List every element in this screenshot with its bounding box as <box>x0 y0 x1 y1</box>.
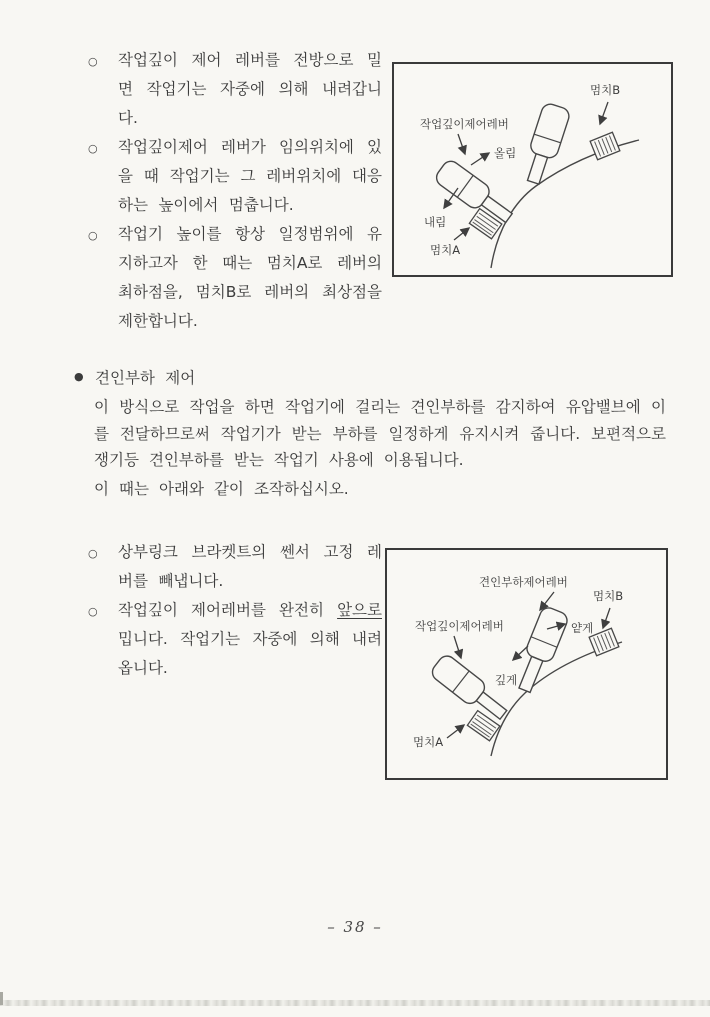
list-item <box>88 133 382 220</box>
section-bullet-marker: ● <box>74 370 84 383</box>
list-item <box>88 538 382 596</box>
arrow-to-traction-lever <box>540 592 554 610</box>
list-item <box>88 46 382 133</box>
label-deep: 깊게 <box>495 673 518 687</box>
scan-artifact-tick <box>0 992 3 1005</box>
bullet-text: 작업깊이 제어 레버를 전방으로 밀면 작업기는 자중에 의해 내려갑니다. <box>118 51 382 127</box>
bullet-text: 상부링크 브라켓트의 쎈서 고정 레버를 빼냅니다. <box>118 543 382 590</box>
label-stop-a: 멈치A <box>413 735 444 749</box>
label-raise: 올림 <box>494 146 517 160</box>
arrow-to-stop-b <box>600 102 608 124</box>
label-shallow: 얕게 <box>571 621 594 635</box>
traction-lever-diagram <box>385 548 668 780</box>
label-depth-lever: 작업깊이제어레버 <box>415 619 504 633</box>
bullet-marker: ○ <box>88 605 98 618</box>
label-stop-a: 멈치A <box>430 243 461 257</box>
bullet-marker: ○ <box>88 547 98 560</box>
arrow-to-stop-a <box>447 725 464 738</box>
raise-direction-arrow <box>471 153 489 165</box>
traction-load-control-lever <box>512 605 570 695</box>
depth-control-bullet-list <box>88 46 382 336</box>
label-stop-b: 멈치B <box>593 589 624 603</box>
traction-lever-diagram-svg <box>387 550 666 778</box>
depth-control-lever <box>429 652 512 725</box>
traction-bullet-list <box>88 538 382 683</box>
lever-guide-curve <box>491 642 622 756</box>
label-stop-b: 멈치B <box>590 83 621 97</box>
list-item <box>88 220 382 336</box>
list-item <box>88 596 382 683</box>
label-traction-lever: 견인부하제어레버 <box>479 575 568 589</box>
section-heading <box>74 366 195 388</box>
deep-direction-arrow <box>513 646 528 660</box>
arrow-to-stop-a <box>454 228 469 240</box>
page-number: – 38 – <box>327 918 383 936</box>
bullet-marker: ○ <box>88 142 98 155</box>
stop-b-block <box>590 132 620 160</box>
label-depth-lever: 작업깊이제어레버 <box>420 117 509 131</box>
bullet-text: 작업깊이제어 레버가 임의위치에 있을 때 작업기는 그 레버위치에 대응하는 높이에서 멈춥니다. <box>118 138 382 214</box>
section-paragraph-2: 이 때는 아래와 같이 조작하십시오. <box>94 480 349 498</box>
section-title: 견인부하 제어 <box>95 369 196 387</box>
bullet-text: 작업기 높이를 항상 일정범위에 유지하고자 한 때는 멈치A로 레버의 최하점을, 멈치B로 레버의 최상점을 제한합니다. <box>118 225 382 330</box>
lever-raised-position <box>520 102 571 187</box>
scan-artifact-band <box>0 1000 710 1006</box>
bullet-marker: ○ <box>88 229 98 242</box>
depth-lever-diagram-svg <box>394 64 671 275</box>
bullet-text-before: 작업깊이 제어레버를 완전히 <box>118 601 338 619</box>
arrow-to-depth-lever <box>458 134 465 154</box>
label-lower: 내림 <box>424 215 447 229</box>
bullet-text <box>118 596 382 683</box>
arrow-to-depth-lever <box>454 636 461 658</box>
arrow-to-stop-b <box>603 608 610 628</box>
bullet-text-after: 밉니다. 작업기는 자중에 의해 내려옵니다. <box>118 630 382 677</box>
bullet-marker: ○ <box>88 55 98 68</box>
underlined-word: 앞으로 <box>337 601 382 619</box>
depth-lever-diagram <box>392 62 673 277</box>
section-paragraph: 이 방식으로 작업을 하면 작업기에 걸리는 견인부하를 감지하여 유압밸브에 이를 전달하므로써 작업기가 받는 부하를 일정하게 유지시켜 줍니다. 보편적으로 쟁기등 견인부하를 받는 작업기 사용에 이용됩니다. <box>94 398 666 469</box>
